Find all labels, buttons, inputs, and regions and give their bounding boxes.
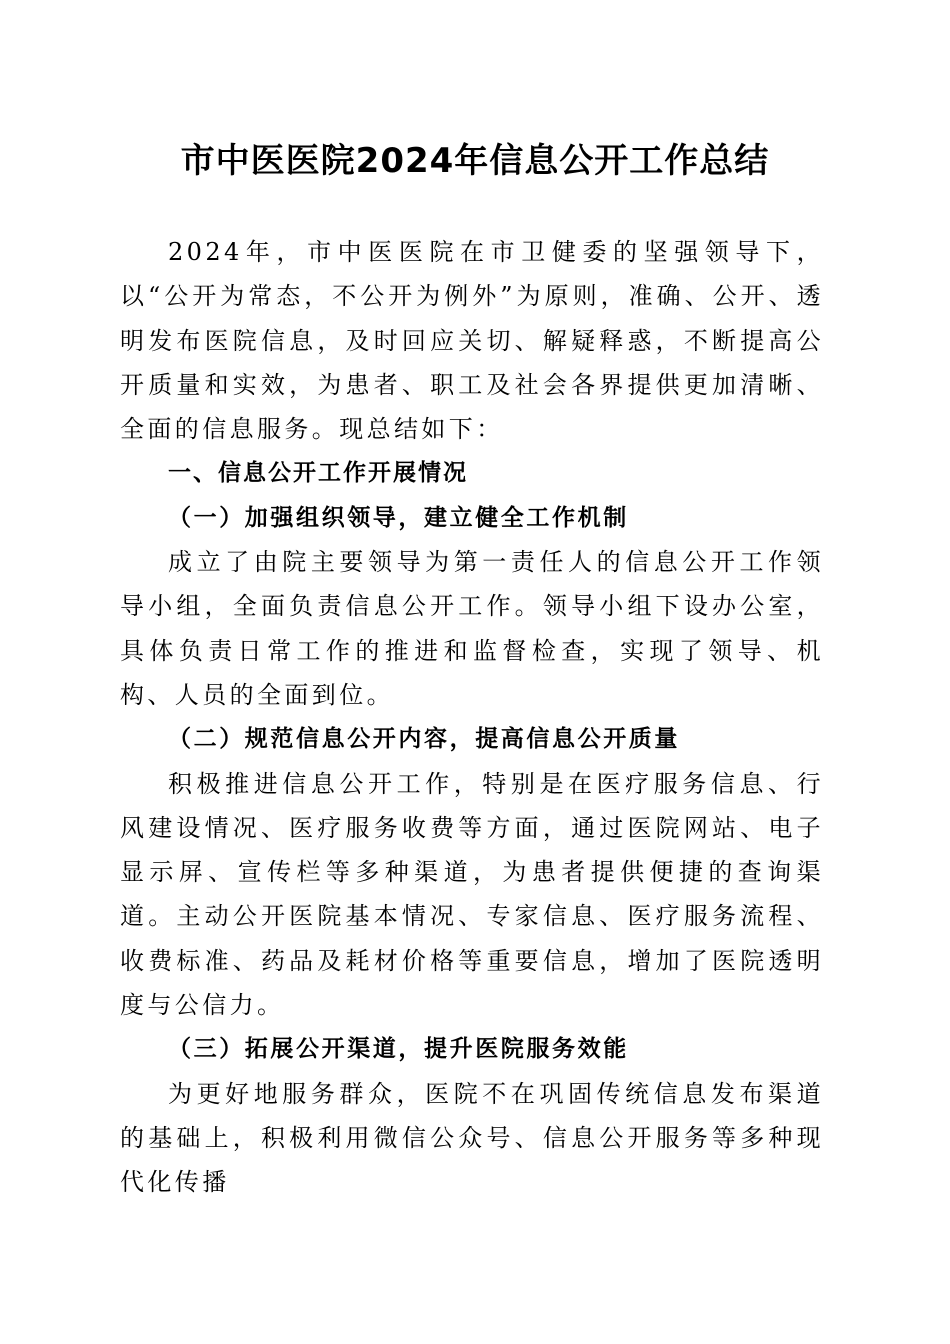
subsection-paragraph-2: 积极推进信息公开工作，特别是在医疗服务信息、行风建设情况、医疗服务收费等方面，通过医院网站、电子显示屏、宣传栏等多种渠道，为患者提供便捷的查询渠道。主动公开医院基本情况、专家信息、医疗服务流程、收费标准、药品及耗材价格等重要信息，增加了医院透明度与公信力。 — [120, 769, 824, 1020]
section-heading-1: 一、信息公开工作开展情况 — [168, 460, 468, 487]
subsection-heading-3: （三）拓展公开渠道，提升医院服务效能 — [168, 1035, 629, 1063]
intro-paragraph: 2024年，市中医医院在市卫健委的坚强领导下，以“公开为常态，不公开为例外”为原则，准确、公开、透明发布医院信息，及时回应关切、解疑释惑，不断提高公开质量和实效，为患者、职工及社会各界提供更加清晰、全面的信息服务。现总结如下： — [120, 238, 824, 444]
subsection-paragraph-1: 成立了由院主要领导为第一责任人的信息公开工作领导小组，全面负责信息公开工作。领导小组下设办公室，具体负责日常工作的推进和监督检查，实现了领导、机构、人员的全面到位。 — [120, 548, 824, 709]
document-title: 市中医医院2024年信息公开工作总结 — [180, 141, 770, 181]
document-body — [120, 230, 824, 1205]
subsection-paragraph-3: 为更好地服务群众，医院不在巩固传统信息发布渠道的基础上，积极利用微信公众号、信息公开服务等多种现代化传播 — [120, 1079, 824, 1197]
subsection-heading-2: （二）规范信息公开内容，提高信息公开质量 — [168, 725, 680, 753]
subsection-heading-1: （一）加强组织领导，建立健全工作机制 — [168, 503, 629, 531]
